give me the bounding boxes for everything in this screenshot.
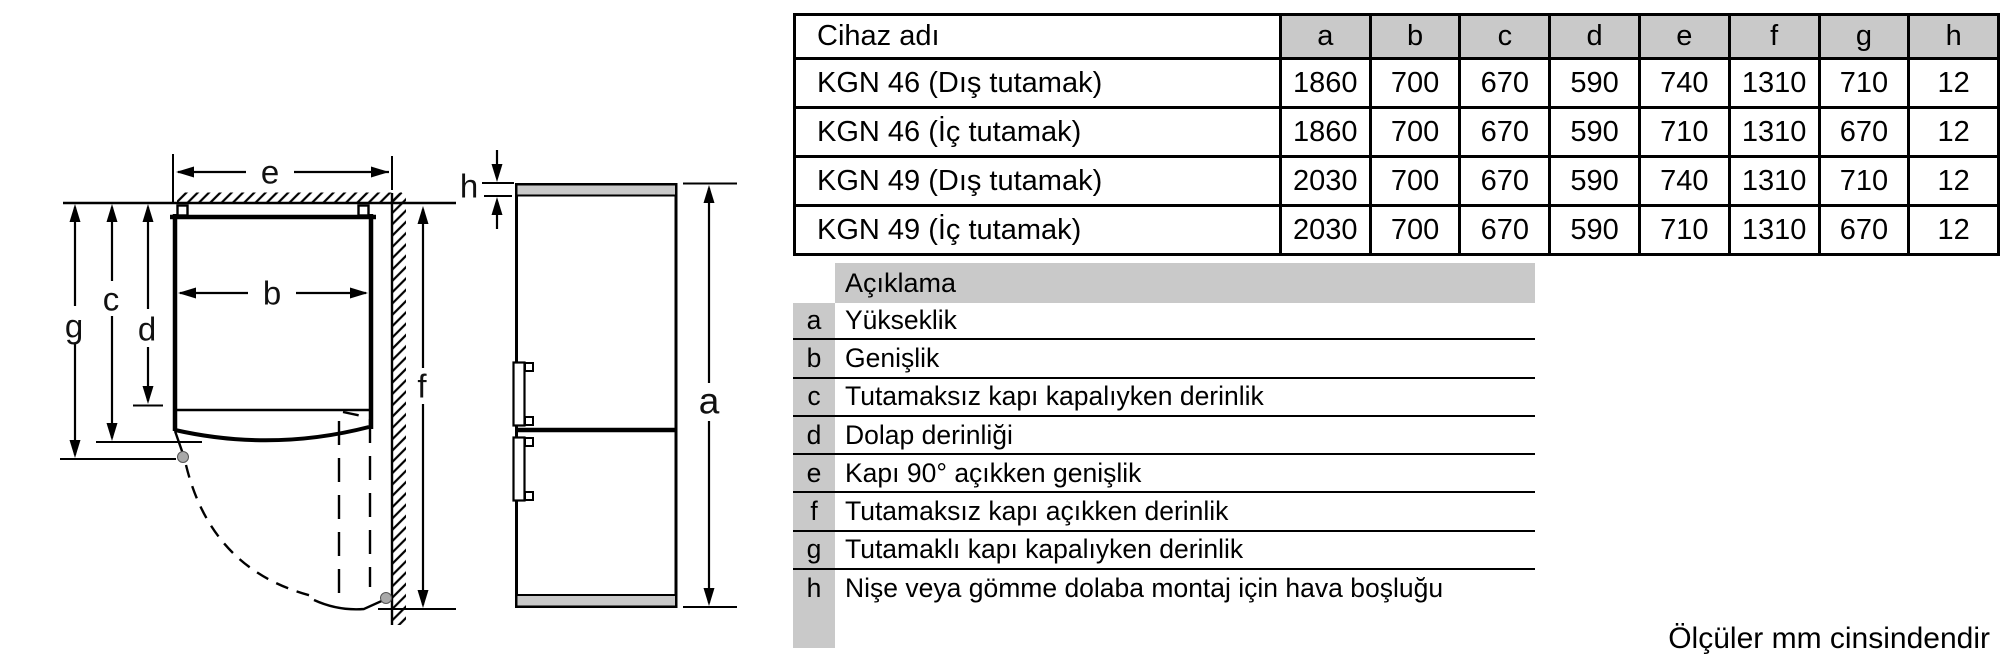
legend-title: Açıklama <box>835 263 1535 303</box>
legend-text: Tutamaksız kapı kapalıyken derinlik <box>845 381 1264 412</box>
legend-key: h <box>806 572 822 603</box>
air-gap-strip <box>517 185 677 196</box>
door-swing-arc <box>186 465 316 597</box>
legend-text: Tutamaksız kapı açıkken derinlik <box>845 496 1229 527</box>
table-row: KGN 46 (İç tutamak) 1860 700 670 590 710 1310 670 12 <box>795 108 1999 157</box>
col-header-f: f <box>1729 15 1819 59</box>
cabinet-top-view <box>170 206 376 441</box>
fridge-body <box>517 185 677 607</box>
legend-key: d <box>806 419 822 450</box>
col-header-d: d <box>1550 15 1640 59</box>
handle-point-dot <box>178 452 189 463</box>
device-name: KGN 46 (İç tutamak) <box>795 108 1281 157</box>
legend-row-d <box>793 417 1535 455</box>
dim-label-g: g <box>64 307 84 345</box>
legend-row-g <box>793 532 1535 570</box>
legend-text: Genişlik <box>845 342 940 373</box>
legend-key: b <box>806 342 822 373</box>
col-header-c: c <box>1460 15 1550 59</box>
device-name: KGN 49 (İç tutamak) <box>795 206 1281 255</box>
legend-row-b <box>793 340 1535 378</box>
dim-d <box>133 204 163 406</box>
legend-row-e <box>793 455 1535 493</box>
dim-f <box>378 206 456 609</box>
device-name: KGN 46 (Dış tutamak) <box>795 59 1281 108</box>
table-row: KGN 49 (Dış tutamak) 2030 700 670 590 740 1310 710 12 <box>795 157 1999 206</box>
legend-text: Dolap derinliği <box>845 419 1013 450</box>
hinge-dot <box>381 593 392 604</box>
table-row: KGN 49 (İç tutamak) 2030 700 670 590 710 1310 670 12 <box>795 206 1999 255</box>
dim-label-f: f <box>417 367 427 405</box>
top-view-figure <box>60 154 456 626</box>
legend-row-a <box>793 302 1535 340</box>
plinth-strip <box>517 595 677 607</box>
legend-row-f <box>793 493 1535 531</box>
table-header-row <box>795 15 1999 59</box>
wall-spacer-right <box>359 206 369 216</box>
legend-text: Nişe veya gömme dolaba montaj için hava boşluğu <box>845 572 1444 603</box>
device-name-header: Cihaz adı <box>795 15 1281 59</box>
legend-key: e <box>806 457 822 488</box>
dimension-drawing <box>0 0 790 667</box>
col-header-e: e <box>1639 15 1729 59</box>
table-row: KGN 46 (Dış tutamak) 1860 700 670 590 740 1310 710 12 <box>795 59 1999 108</box>
legend-key: g <box>806 534 822 565</box>
legend-key: a <box>806 304 822 335</box>
device-name: KGN 49 (Dış tutamak) <box>795 157 1281 206</box>
dim-label-c: c <box>102 280 120 318</box>
dim-label-h: h <box>459 167 479 205</box>
legend-text: Yükseklik <box>845 304 957 335</box>
col-header-g: g <box>1819 15 1909 59</box>
legend-key: c <box>807 381 821 412</box>
dim-label-d: d <box>137 310 157 348</box>
col-header-b: b <box>1370 15 1460 59</box>
legend-row-c <box>793 379 1535 417</box>
dim-label-a: a <box>698 380 720 422</box>
wall-spacer-left <box>178 206 188 216</box>
col-header-h: h <box>1909 15 1999 59</box>
legend-key: f <box>810 496 818 527</box>
dim-label-b: b <box>262 274 282 312</box>
legend-text: Tutamaklı kapı kapalıyken derinlik <box>845 534 1244 565</box>
legend <box>793 302 1535 606</box>
legend-text: Kapı 90° açıkken genişlik <box>845 457 1142 488</box>
front-view-figure <box>460 150 737 607</box>
col-header-a: a <box>1280 15 1370 59</box>
dim-label-e: e <box>260 153 280 191</box>
legend-row-h <box>793 570 1535 606</box>
dimensions-table <box>793 13 2000 256</box>
dim-h <box>482 150 514 229</box>
units-footnote: Ölçüler mm cinsindendir <box>1668 622 1990 655</box>
